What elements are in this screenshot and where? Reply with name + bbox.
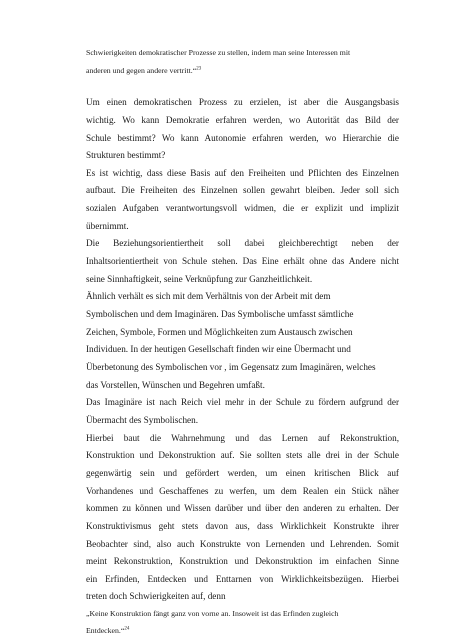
body-line: treten doch Schwierigkeiten auf, denn	[86, 591, 226, 601]
body-line: Um einen demokratischen Prozess zu erzielen, ist aber die Ausgangsbasis	[86, 97, 399, 107]
footnote-reference: 23	[196, 66, 202, 72]
body-line: Zeichen, Symbole, Formen und Möglichkeiten zum Austausch zwischen	[86, 327, 353, 337]
body-line: Beobachter sind, also auch Konstrukte von Lernenden und Lehrenden. Somit	[86, 539, 399, 549]
body-line: Strukturen bestimmt?	[86, 150, 166, 160]
body-line: Die Beziehungsorientiertheit soll dabei gleichberechtigt neben der	[86, 238, 399, 248]
body-line: Übermacht des Symbolischen.	[86, 415, 199, 425]
quote-line: Schwierigkeiten demokratischer Prozesse zu stellen, indem man seine Interessen mit	[86, 48, 351, 57]
quote-text: anderen und gegen andere vertritt.“	[86, 66, 197, 75]
body-line: Konstruktivismus geht stets davon aus, dass Wirklichkeit Konstrukte ihrer	[86, 521, 399, 531]
body-line: aufbaut. Die Freiheiten des Einzelnen sollen gewahrt bleiben. Jeder soll sich	[86, 185, 399, 195]
body-line: Ähnlich verhält es sich mit dem Verhältnis von der Arbeit mit dem	[86, 291, 331, 301]
body-line: das Vorstellen, Wünschen und Begehren umfaßt.	[86, 380, 265, 390]
body-line: sozialen Aufgaben verantwortungsvoll widmen, die er explizit und implizit	[86, 203, 399, 213]
body-line: wichtig. Wo kann Demokratie erfahren werden, wo Autorität das Bild der	[86, 115, 399, 125]
body-line: Inhaltsorientiertheit von Schule stehen. Das Eine erhält ohne das Andere nicht	[86, 256, 399, 266]
quote-line	[86, 66, 201, 75]
body-line: Vorhandenes und Geschaffenes zu werfen, um dem Realen ein Stück näher	[86, 486, 399, 496]
body-line: seine Sinnhaftigkeit, seine Verknüpfung zur Ganzheitlichkeit.	[86, 274, 313, 284]
body-line: Das Imaginäre ist nach Reich viel mehr in der Schule zu fördern aufgrund der	[86, 397, 399, 407]
body-line: gegenwärtig sein und gefördert werden, um einen kritischen Blick auf	[86, 468, 399, 478]
footnote-reference: 24	[124, 626, 130, 632]
body-line: meint Rekonstruktion, Konstruktion und Dekonstruktion im einfachen Sinne	[86, 556, 399, 566]
quote-text: Entdecken.“	[86, 626, 125, 635]
body-line: Symbolischen und dem Imaginären. Das Symbolische umfasst sämtliche	[86, 309, 354, 319]
body-line: Es ist wichtig, dass diese Basis auf den Freiheiten und Pflichten des Einzelnen	[86, 168, 399, 178]
body-line: Konstruktion und Dekonstruktion auf. Sie sollten stets alle drei in der Schule	[86, 450, 399, 460]
quote-line	[86, 626, 129, 635]
body-line: Hierbei baut die Wahrnehmung und das Lernen auf Rekonstruktion,	[86, 433, 399, 443]
quote-line: „Keine Konstruktion fängt ganz von vorne an. Insoweit ist das Erfinden zugleich	[86, 609, 339, 618]
body-line: Überbetonung des Symbolischen vor , im Gegensatz zum Imaginären, welches	[86, 362, 376, 372]
body-line: Individuen. In der heutigen Gesellschaft finden wir eine Übermacht und	[86, 344, 351, 354]
body-line: Schule bestimmt? Wo kann Autonomie erfahren werden, wo Hierarchie die	[86, 133, 399, 143]
body-line: übernimmt.	[86, 221, 129, 231]
body-line: kommen zu können und Wissen darüber und über den anderen zu erhalten. Der	[86, 503, 399, 513]
body-line: ein Erfinden, Entdecken und Enttarnen von Wirklichkeitsbezügen. Hierbei	[86, 574, 399, 584]
